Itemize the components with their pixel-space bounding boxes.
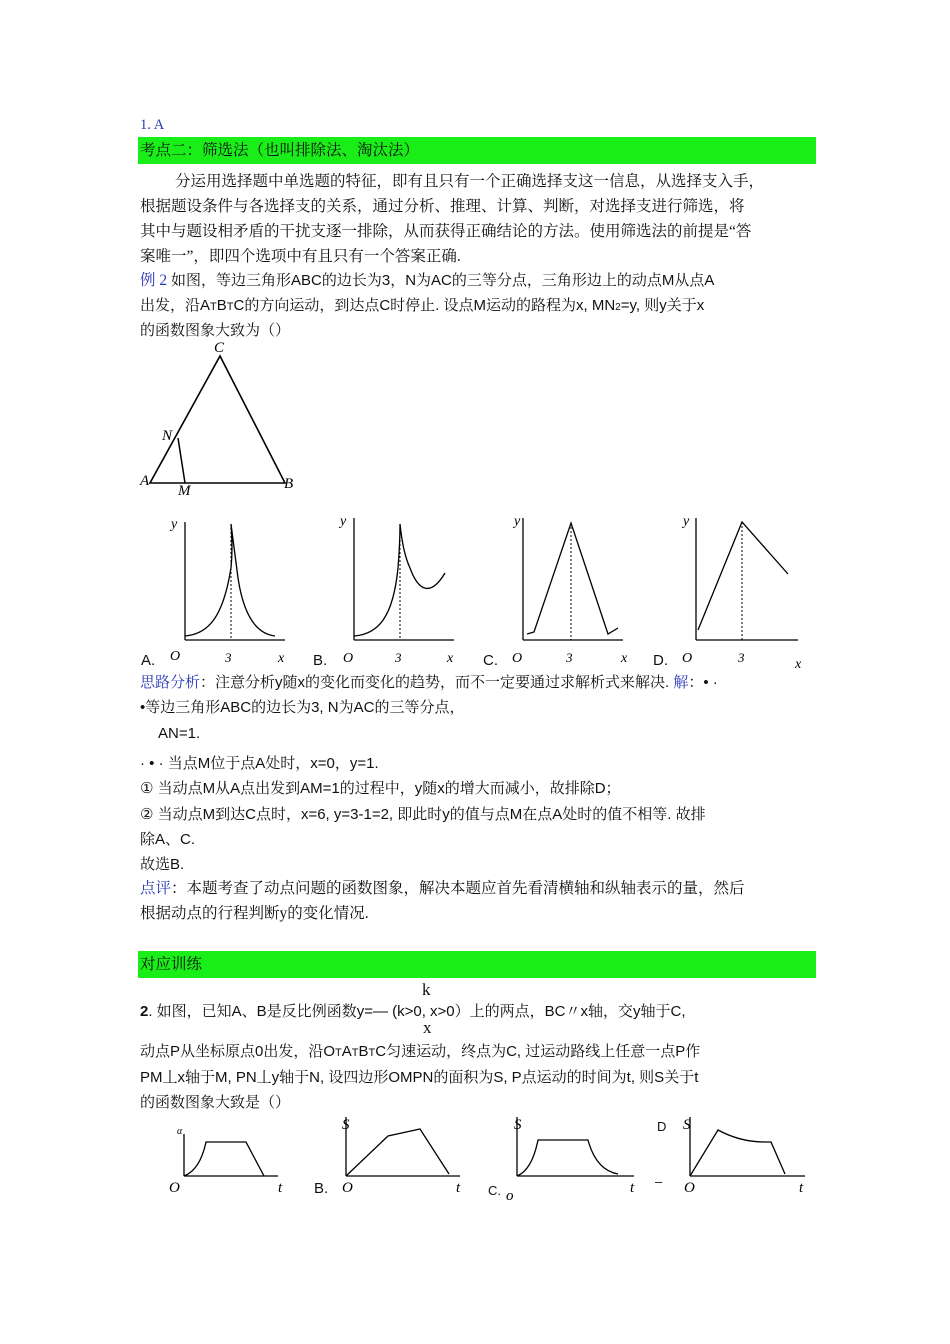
svg-text:α: α bbox=[177, 1126, 183, 1137]
origin-label: O bbox=[170, 649, 181, 664]
graph-option-d bbox=[681, 514, 802, 672]
example2-line-1: 例 2 如图，等边三角形ABC的边长为3，N为AC的三等分点，三角形边上的动点M从点A bbox=[140, 272, 715, 289]
analysis-line-5: ① 当动点M从A点出发到AM=1的过程中，y随x的增大而减小，故排除D； bbox=[140, 780, 621, 797]
graph-option-c bbox=[512, 514, 628, 666]
problem2-line-2: 动点P从坐标原点0出发，沿OTATBTC匀速运动，终点为C, 过运动路线上任意一点P作 bbox=[140, 1043, 701, 1060]
svg-text:y: y bbox=[340, 514, 347, 529]
problem2-line-3: PM丄x轴于M, PN丄y轴于N, 设四边形OMPN的面积为S, P点运动的时间为t, 则S关于t bbox=[140, 1069, 699, 1086]
label-c: C bbox=[214, 340, 225, 356]
problem2-line-4: 的函数图象大致是（） bbox=[140, 1094, 291, 1111]
svg-text:t: t bbox=[630, 1180, 635, 1196]
svg-text:ο: ο bbox=[506, 1188, 514, 1202]
graph2-option-b bbox=[342, 1117, 461, 1196]
axis-y-label: y bbox=[171, 517, 178, 532]
intro-line-4: 案唯一”，即四个选项中有且只有一个答案正确. bbox=[140, 248, 461, 265]
section-heading-practice: 对应训练 bbox=[138, 951, 816, 978]
example-label: 例 2 bbox=[140, 272, 168, 289]
analysis-line-8: 故选B. bbox=[140, 856, 185, 873]
label-m: M bbox=[178, 483, 191, 498]
svg-text:x: x bbox=[447, 651, 454, 666]
svg-text:t: t bbox=[799, 1180, 804, 1196]
svg-text:S: S bbox=[514, 1117, 522, 1133]
analysis-line-1: 思路分析：注意分析y随x的变化而变化的趋势，而不一定要通过求解析式来解决. 解：• · bbox=[140, 674, 718, 691]
analysis-line-4: · • · 当点M位于点A处时，x=0，y=1. bbox=[140, 755, 379, 772]
option-a-label: A. bbox=[141, 652, 156, 669]
label-b: B bbox=[284, 476, 294, 492]
option-b-label: B. bbox=[313, 652, 328, 669]
option2-dash: – bbox=[655, 1174, 663, 1189]
fraction-numerator: k bbox=[422, 980, 431, 999]
svg-text:t: t bbox=[456, 1180, 461, 1196]
graph2-option-c bbox=[506, 1117, 635, 1202]
svg-text:O: O bbox=[342, 1180, 353, 1196]
analysis-line-7: 除A、C. bbox=[140, 831, 196, 848]
option2-b-label: B. bbox=[314, 1180, 329, 1197]
svg-text:S: S bbox=[342, 1117, 350, 1133]
svg-text:3: 3 bbox=[738, 650, 745, 665]
section-heading-screening: 考点二：筛选法（也叫排除法、淘汰法） bbox=[138, 137, 816, 164]
option-c-label: C. bbox=[483, 652, 498, 669]
options-graphs-1 bbox=[138, 508, 818, 673]
svg-text:3: 3 bbox=[395, 650, 402, 665]
fraction-denominator: x bbox=[423, 1018, 432, 1037]
triangle-figure bbox=[138, 338, 308, 498]
intro-line-1: 分运用选择题中单选题的特征，即有且只有一个正确选择支这一信息，从选择支入手， bbox=[175, 173, 765, 190]
svg-text:O: O bbox=[343, 651, 354, 666]
label-a: A bbox=[140, 473, 150, 489]
svg-text:O: O bbox=[169, 1180, 180, 1196]
example2-line-3: 的函数图象大致为（） bbox=[140, 322, 291, 339]
option2-c-label: C. bbox=[488, 1183, 501, 1198]
analysis-line-2: •等边三角形ABC的边长为3, N为AC的三等分点， bbox=[140, 699, 465, 716]
analysis-line-6: ② 当动点M到达C点时，x=6, y=3-1=2, 即此时y的值与点M在点A处时的值不相等. 故排 bbox=[140, 806, 706, 823]
tick-3: 3 bbox=[225, 650, 232, 665]
comment-line-2: 根据动点的行程判断y的变化情况. bbox=[140, 905, 369, 922]
axis-x-label: x bbox=[278, 651, 285, 666]
svg-text:S: S bbox=[683, 1117, 691, 1133]
answer-line: 1. A bbox=[140, 117, 165, 133]
svg-text:y: y bbox=[514, 514, 521, 529]
svg-text:3: 3 bbox=[566, 650, 573, 665]
option-d-label: D. bbox=[653, 652, 668, 669]
svg-text:x: x bbox=[621, 651, 628, 666]
svg-text:O: O bbox=[684, 1180, 695, 1196]
graph2-option-d bbox=[683, 1117, 805, 1196]
label-n: N bbox=[162, 428, 173, 444]
svg-text:t: t bbox=[278, 1180, 283, 1196]
example2-line-2: 出发，沿ATBTC的方向运动，到达点C时停止. 设点M运动的路程为x, MN2=y, 则y关于x bbox=[140, 297, 705, 314]
option2-d-label: D bbox=[657, 1119, 667, 1134]
svg-text:O: O bbox=[512, 651, 523, 666]
svg-text:O: O bbox=[682, 651, 693, 666]
analysis-line-3: AN=1. bbox=[158, 725, 201, 742]
svg-text:x: x bbox=[795, 657, 802, 672]
graph-option-b bbox=[338, 514, 454, 666]
comment-line-1: 点评：本题考查了动点问题的函数图象，解决本题应首先看清横轴和纵轴表示的量，然后 bbox=[140, 880, 745, 897]
graph-option-a bbox=[169, 517, 285, 666]
intro-line-2: 根据题设条件与各选择支的关系，通过分析、推理、计算、判断，对选择支进行筛选，将 bbox=[140, 198, 745, 215]
intro-line-3: 其中与题设相矛盾的干扰支逐一排除，从而获得正确结论的方法。使用筛选法的前提是“答 bbox=[140, 223, 752, 240]
problem2-line-1: 2. 如图，已知A、B是反比例函数y=— (k>0, x>0）上的两点，BC〃x轴，交y轴于C, bbox=[140, 1003, 686, 1020]
svg-text:y: y bbox=[683, 514, 690, 529]
graph2-option-a bbox=[169, 1126, 283, 1196]
